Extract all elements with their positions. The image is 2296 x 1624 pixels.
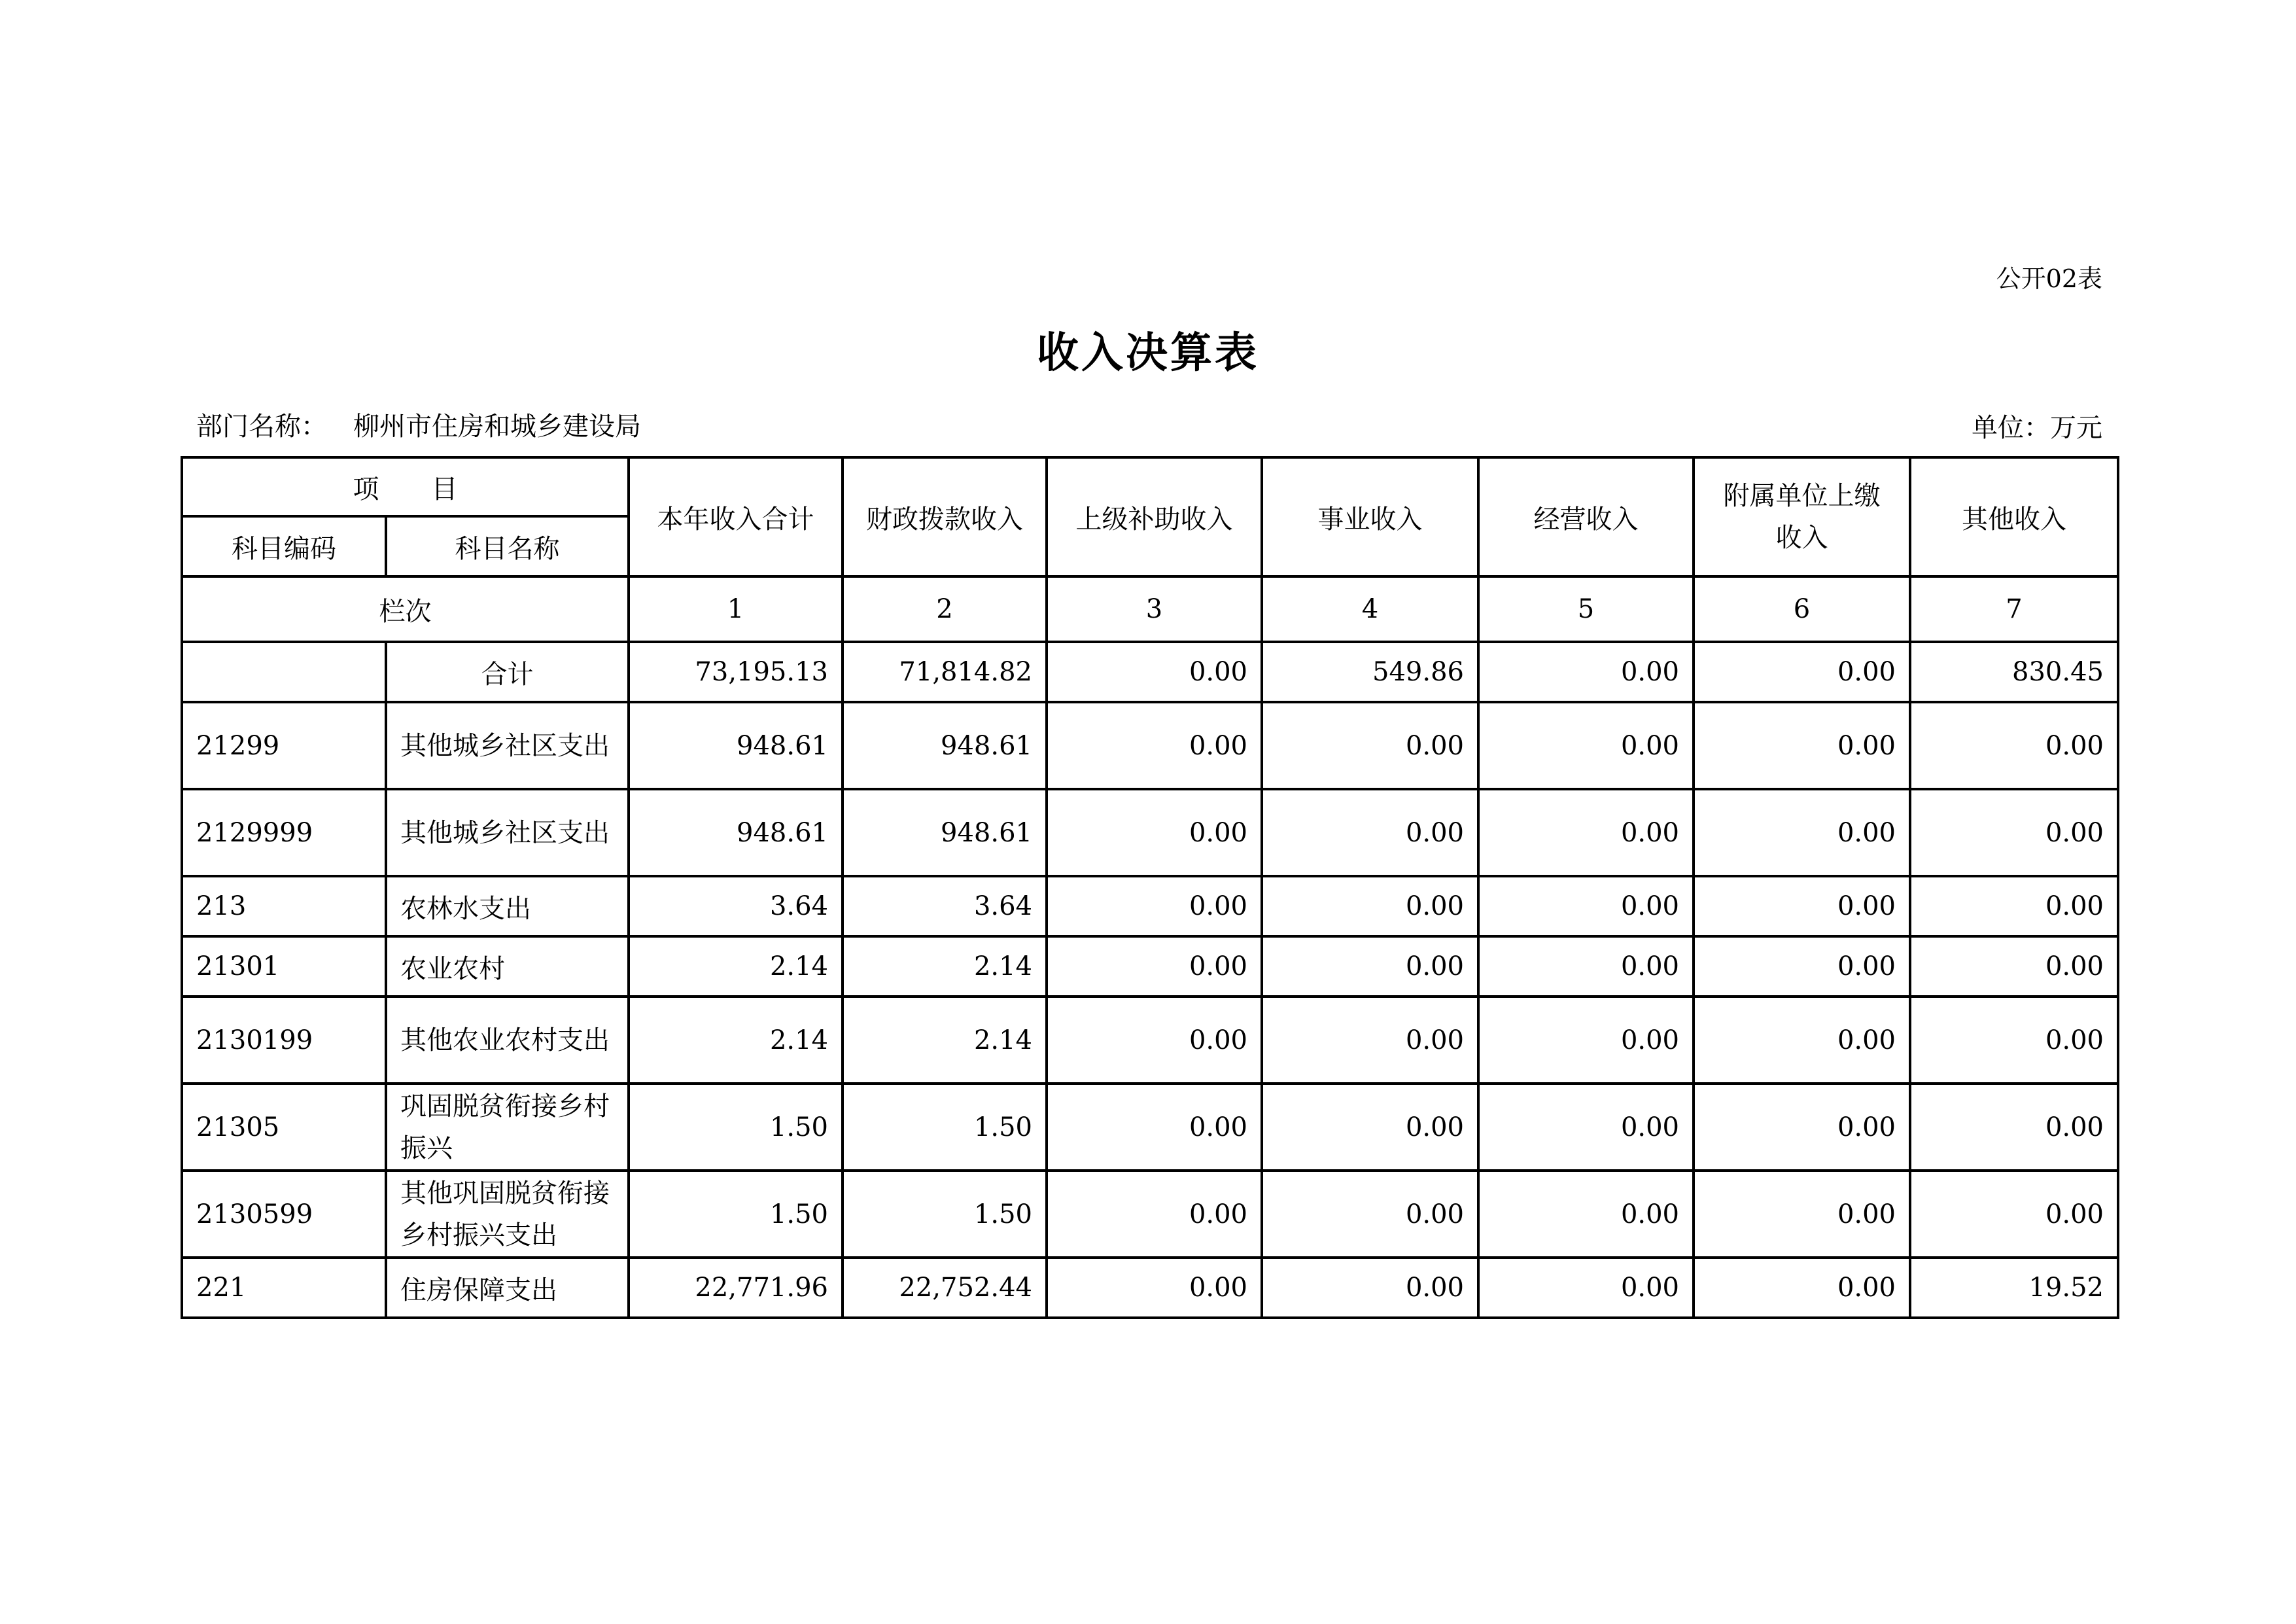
- total-code: [182, 642, 386, 702]
- form-code: 公开02表: [1996, 264, 2102, 293]
- row-value: 22,771.96: [629, 1258, 843, 1318]
- header-item: 项 目: [182, 457, 629, 516]
- row-value: 0.00: [1478, 1258, 1694, 1318]
- row-value: 2.14: [843, 936, 1047, 997]
- row-value: 0.00: [1694, 702, 1910, 789]
- row-code: 21299: [182, 702, 386, 789]
- row-value: 0.00: [1694, 997, 1910, 1084]
- col-num: 2: [843, 576, 1047, 642]
- table-row: [182, 936, 2118, 997]
- row-code: 2129999: [182, 789, 386, 876]
- total-value: 0.00: [1478, 642, 1694, 702]
- col-num: 1: [629, 576, 843, 642]
- header-col-5: 经营收入: [1478, 457, 1694, 576]
- row-value: 0.00: [1910, 1171, 2118, 1258]
- header-col-4: 事业收入: [1262, 457, 1478, 576]
- row-code: 2130599: [182, 1171, 386, 1258]
- row-value: 0.00: [1694, 876, 1910, 936]
- row-value: 0.00: [1262, 876, 1478, 936]
- row-code: 213: [182, 876, 386, 936]
- page-title: 收入决算表: [1037, 329, 1259, 378]
- header-col-2: 财政拨款收入: [843, 457, 1047, 576]
- row-value: 0.00: [1478, 789, 1694, 876]
- row-value: 0.00: [1478, 1171, 1694, 1258]
- row-value: 19.52: [1910, 1258, 2118, 1318]
- row-value: 1.50: [843, 1171, 1047, 1258]
- header-col-7: 其他收入: [1910, 457, 2118, 576]
- row-name: 农业农村: [386, 936, 629, 997]
- total-value: 71,814.82: [843, 642, 1047, 702]
- lanci-label: 栏次: [182, 576, 629, 642]
- header-col-3: 上级补助收入: [1047, 457, 1262, 576]
- row-value: 0.00: [1910, 876, 2118, 936]
- row-value: 0.00: [1047, 1258, 1262, 1318]
- row-value: 0.00: [1262, 789, 1478, 876]
- row-value: 1.50: [629, 1084, 843, 1171]
- header-col-1: 本年收入合计: [629, 457, 843, 576]
- row-name: 农林水支出: [386, 876, 629, 936]
- row-value: 0.00: [1262, 702, 1478, 789]
- table-row: [182, 1171, 2118, 1258]
- col-num: 6: [1694, 576, 1910, 642]
- table-row: [182, 876, 2118, 936]
- row-value: 0.00: [1478, 936, 1694, 997]
- row-value: 2.14: [629, 997, 843, 1084]
- row-name: 其他巩固脱贫衔接乡村振兴支出: [386, 1171, 629, 1258]
- row-value: 2.14: [843, 997, 1047, 1084]
- row-value: 2.14: [629, 936, 843, 997]
- row-value: 3.64: [629, 876, 843, 936]
- row-value: 948.61: [629, 702, 843, 789]
- table-row: [182, 702, 2118, 789]
- row-value: 0.00: [1047, 876, 1262, 936]
- header-col-6: 附属单位上缴收入: [1694, 457, 1910, 576]
- row-name: 住房保障支出: [386, 1258, 629, 1318]
- col-num: 4: [1262, 576, 1478, 642]
- row-value: 0.00: [1694, 1258, 1910, 1318]
- row-code: 21301: [182, 936, 386, 997]
- row-value: 0.00: [1262, 997, 1478, 1084]
- row-value: 0.00: [1478, 702, 1694, 789]
- row-name: 巩固脱贫衔接乡村振兴: [386, 1084, 629, 1171]
- row-value: 0.00: [1910, 997, 2118, 1084]
- row-value: 0.00: [1047, 1084, 1262, 1171]
- total-label: 合计: [386, 642, 629, 702]
- row-name: 其他城乡社区支出: [386, 789, 629, 876]
- row-value: 22,752.44: [843, 1258, 1047, 1318]
- col-num: 5: [1478, 576, 1694, 642]
- col-num: 3: [1047, 576, 1262, 642]
- col-num: 7: [1910, 576, 2118, 642]
- row-code: 2130199: [182, 997, 386, 1084]
- total-value: 0.00: [1047, 642, 1262, 702]
- row-value: 0.00: [1478, 997, 1694, 1084]
- row-value: 0.00: [1262, 936, 1478, 997]
- table-row: [182, 1258, 2118, 1318]
- row-name: 其他城乡社区支出: [386, 702, 629, 789]
- department-name: 柳州市住房和城乡建设局: [353, 412, 641, 442]
- row-value: 0.00: [1694, 936, 1910, 997]
- department-label: 部门名称：: [196, 412, 327, 442]
- total-value: 549.86: [1262, 642, 1478, 702]
- header-name: 科目名称: [386, 516, 629, 576]
- department-line: [196, 406, 641, 443]
- row-value: 0.00: [1694, 1171, 1910, 1258]
- table-row: [182, 997, 2118, 1084]
- unit-label: 单位：万元: [1972, 413, 2102, 443]
- row-value: 0.00: [1262, 1171, 1478, 1258]
- row-value: 0.00: [1910, 936, 2118, 997]
- total-value: 0.00: [1694, 642, 1910, 702]
- row-value: 948.61: [843, 789, 1047, 876]
- row-value: 0.00: [1047, 789, 1262, 876]
- income-table: [181, 456, 2119, 1319]
- row-value: 0.00: [1047, 1171, 1262, 1258]
- row-value: 0.00: [1047, 936, 1262, 997]
- row-value: 0.00: [1047, 702, 1262, 789]
- total-value: 73,195.13: [629, 642, 843, 702]
- row-value: 0.00: [1910, 702, 2118, 789]
- row-value: 0.00: [1478, 876, 1694, 936]
- row-value: 0.00: [1694, 789, 1910, 876]
- table-row: [182, 789, 2118, 876]
- row-code: 221: [182, 1258, 386, 1318]
- row-value: 948.61: [843, 702, 1047, 789]
- row-value: 0.00: [1910, 789, 2118, 876]
- header-code: 科目编码: [182, 516, 386, 576]
- row-value: 0.00: [1694, 1084, 1910, 1171]
- total-value: 830.45: [1910, 642, 2118, 702]
- row-value: 0.00: [1910, 1084, 2118, 1171]
- total-row: [182, 642, 2118, 702]
- row-value: 0.00: [1478, 1084, 1694, 1171]
- row-code: 21305: [182, 1084, 386, 1171]
- row-value: 0.00: [1047, 997, 1262, 1084]
- row-value: 0.00: [1262, 1258, 1478, 1318]
- table-row: [182, 1084, 2118, 1171]
- row-name: 其他农业农村支出: [386, 997, 629, 1084]
- row-value: 1.50: [629, 1171, 843, 1258]
- row-value: 0.00: [1262, 1084, 1478, 1171]
- row-value: 1.50: [843, 1084, 1047, 1171]
- row-value: 3.64: [843, 876, 1047, 936]
- row-value: 948.61: [629, 789, 843, 876]
